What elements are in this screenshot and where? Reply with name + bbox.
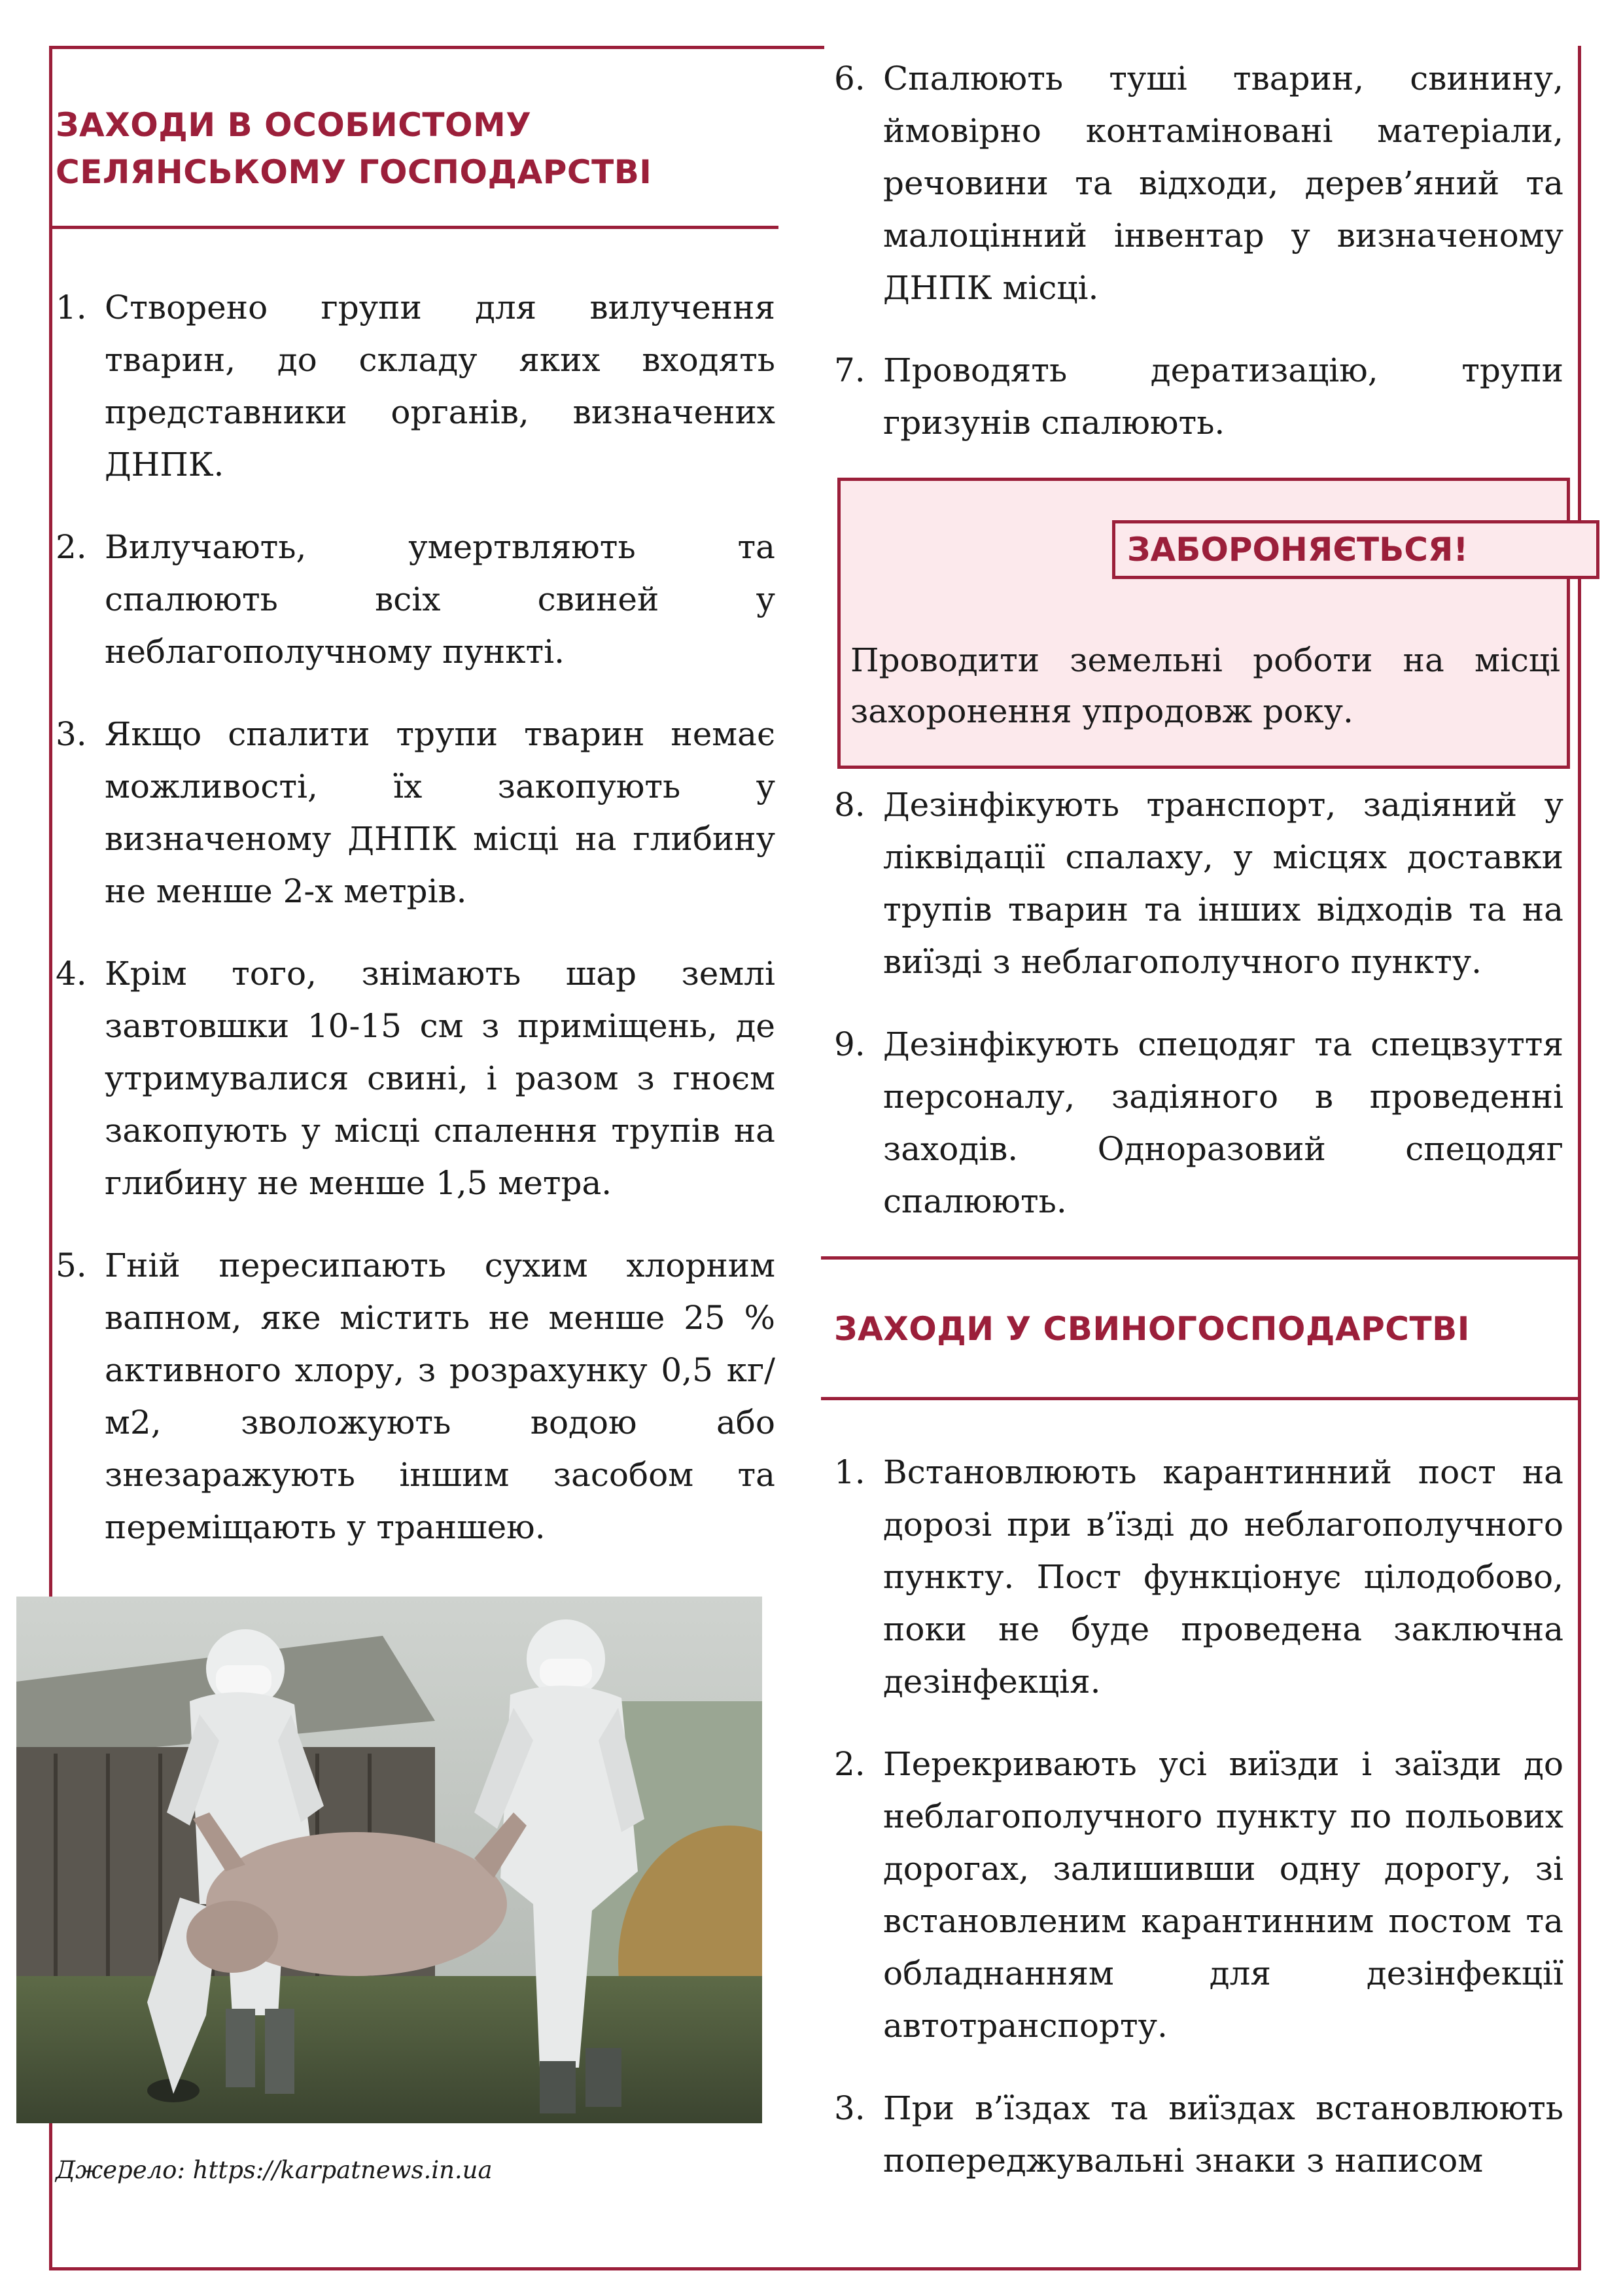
item-number: 5. [56,1246,87,1284]
list-item [56,1239,775,1553]
right-heading-underline [821,1397,1580,1400]
prohibition-label: ЗАБОРОНЯЄТЬСЯ! [1112,520,1599,579]
frame-left-rule [49,46,52,1597]
list-item [834,344,1563,449]
item-text: Крім того, знімають шар землі завтовшки 10-15 см з приміщень, де утримувалися свині, і разом з гноєм закопують у місці спалення трупів на глибину не менше 1,5 метра. [105,955,775,1202]
item-text: Спалюють туші тварин, свинину, ймовірно контаміновані матеріали, речовини та відходи, дерев’яний та малоцінний інвентар у визначеному ДНПК місці. [883,60,1563,307]
frame-right-rule [1578,46,1581,1309]
item-number: 1. [834,1453,865,1491]
item-number: 6. [834,60,865,97]
item-number: 7. [834,351,865,389]
item-text: Гній пересипають сухим хлорним вапном, яке містить не менше 25 % активного хлору, з розрахунку 0,5 кг/м2, зволожують водою або знезаражують іншим засобом та переміщають у траншею. [105,1246,775,1546]
item-text: Дезінфікують спецодяг та спецвзуття персоналу, задіяного в проведенні заходів. Одноразовий спецодяг спалюють. [883,1025,1563,1220]
item-number: 2. [834,1745,865,1783]
item-text: Дезінфікують транспорт, задіяний у ліквідації спалаху, у місцях доставки трупів тварин та інших відходів та на виїзді з неблагополучного пункту. [883,786,1563,981]
list-item [834,52,1563,314]
list-item [56,521,775,678]
list-item [834,1738,1563,2052]
item-text: Проводять дератизацію, трупи гризунів спалюють. [883,351,1563,442]
list-item [56,708,775,917]
item-number: 2. [56,528,87,566]
list-item [56,281,775,491]
workers-carrying-pig-photo [16,1597,762,2123]
item-number: 4. [56,955,87,993]
right-measures-list-mid [834,779,1563,1258]
prohibition-text: Проводити земельні роботи на місці захоронення упродовж року. [850,641,1560,730]
left-heading-line2: СЕЛЯНСЬКОМУ ГОСПОДАРСТВІ [56,153,652,191]
item-number: 3. [834,2089,865,2127]
item-text: Вилучають, умертвляють та спалюють всіх свиней у неблагополучному пункті. [105,528,775,671]
item-number: 3. [56,715,87,753]
list-item [834,1018,1563,1227]
item-text: Створено групи для вилучення тварин, до складу яких входять представники органів, визначених ДНПК. [105,289,775,484]
list-item [56,947,775,1209]
left-heading-underline [49,226,778,229]
left-section-heading [56,101,775,196]
photo-source-caption: Джерело: https://karpatnews.in.ua [56,2156,493,2184]
frame-bottom-rule [49,2267,1580,2270]
item-number: 8. [834,786,865,824]
pig-farm-measures-list [834,1446,1563,2217]
list-item [834,2082,1563,2187]
right-measures-list-top [834,52,1563,479]
item-text: Якщо спалити трупи тварин немає можливості, їх закопують у визначеному ДНПК місці на глибину не менше 2-х метрів. [105,715,775,910]
left-measures-list [56,281,775,1583]
item-number: 1. [56,289,87,327]
item-text: При в’їздах та виїздах встановлюють попереджувальні знаки з написом [883,2089,1563,2180]
list-item [834,779,1563,988]
frame-top-rule [49,46,824,49]
list-item [834,1446,1563,1708]
frame-left-rule-lower [49,2123,52,2270]
item-number: 9. [834,1025,865,1063]
item-text: Перекривають усі виїзди і заїзди до неблагополучного пункту по польових дорогах, залишивши одну дорогу, зі встановленим карантинним постом та обладнанням для дезінфекції автотранспорту. [883,1745,1563,2045]
left-heading-line1: ЗАХОДИ В ОСОБИСТОМУ [56,106,532,144]
frame-right-rule-lower [1578,1309,1581,2270]
right-section-heading: ЗАХОДИ У СВИНОГОСПОДАРСТВІ [834,1310,1470,1348]
item-text: Встановлюють карантинний пост на дорозі при в’їзді до неблагополучного пункту. Пост функціонує цілодобово, поки не буде проведена заключна дезінфекція. [883,1453,1563,1701]
